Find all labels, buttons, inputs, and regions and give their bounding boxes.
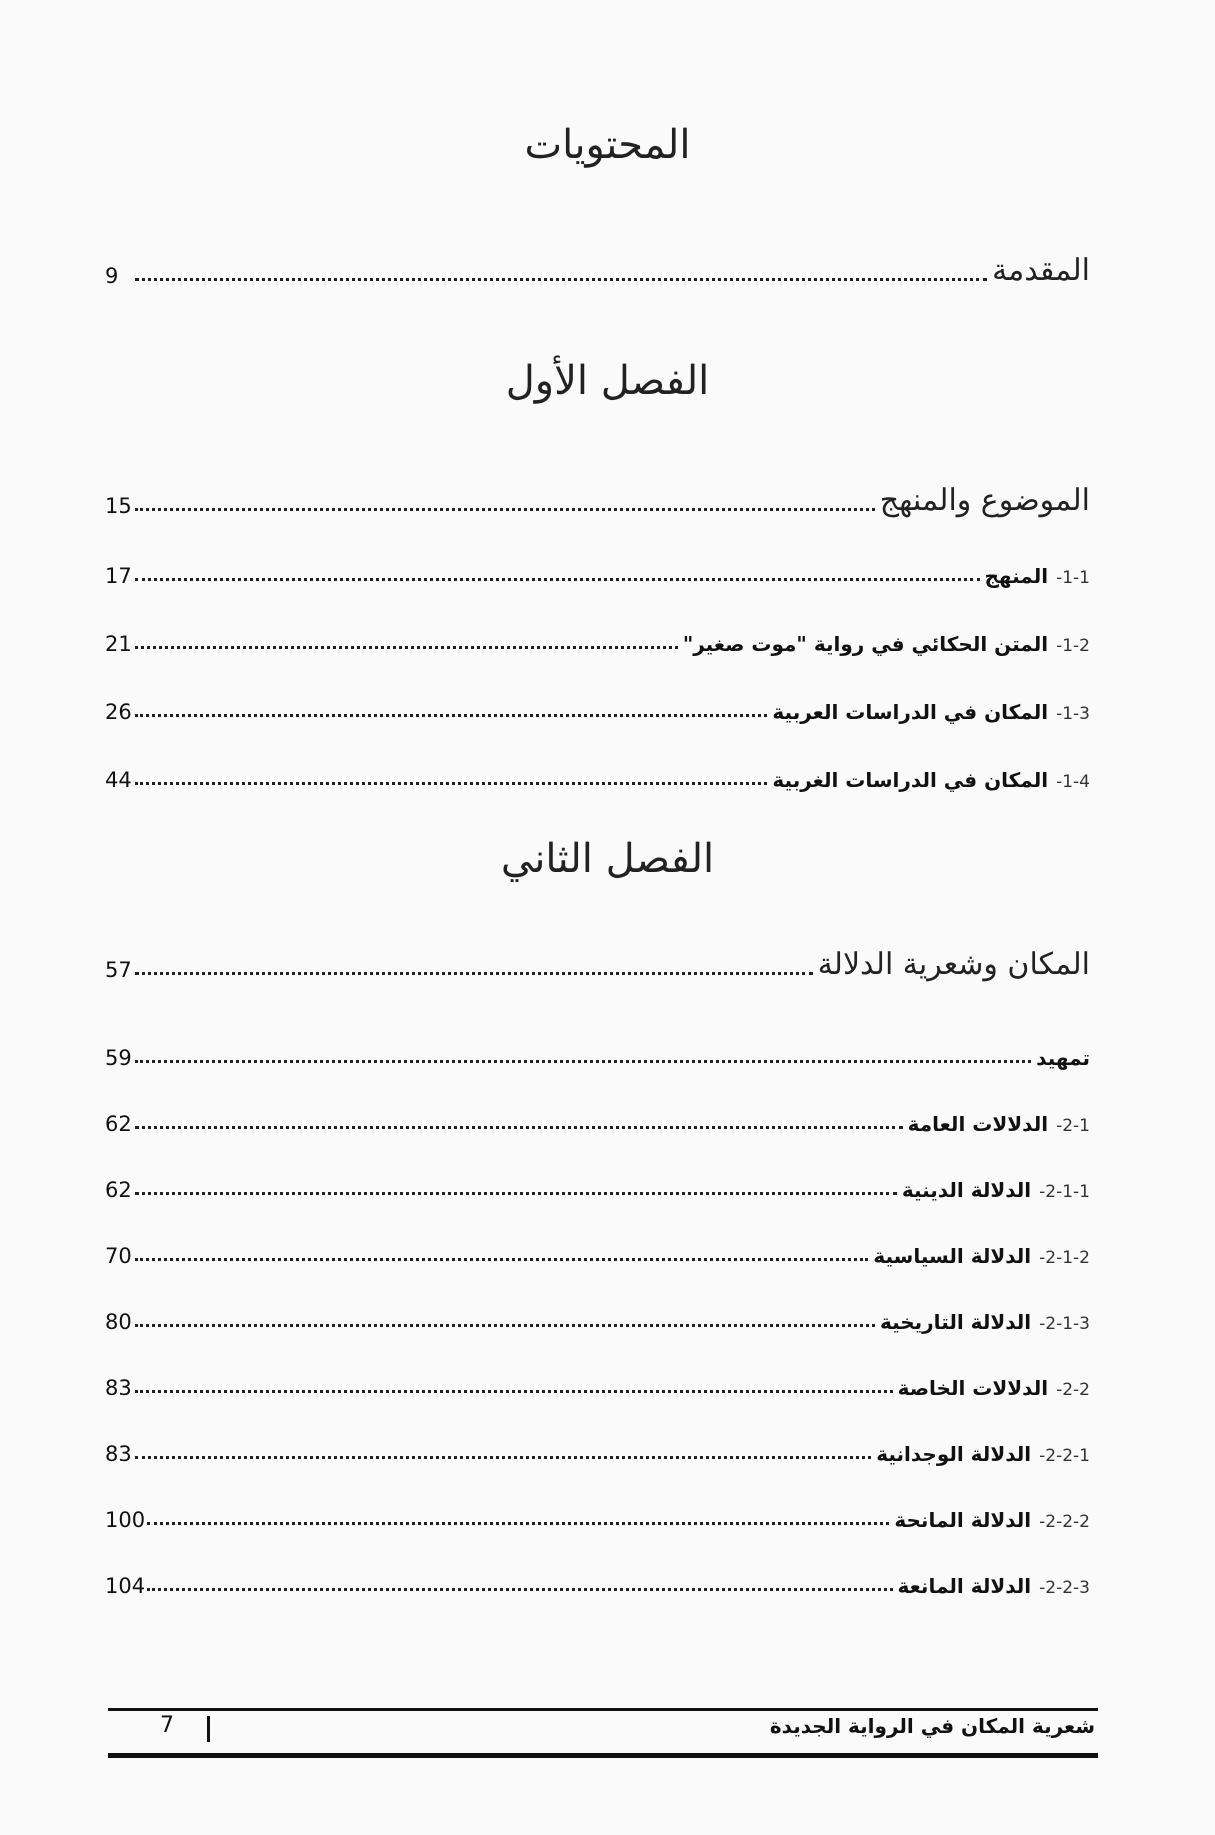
entry-title: 1-3-المكان في الدراسات العربية	[772, 700, 1090, 724]
toc-entry-chapter2[interactable]	[105, 942, 1090, 982]
dot-leader	[135, 278, 987, 281]
toc-entry[interactable]	[105, 1030, 1090, 1070]
entry-page: 83	[105, 1442, 132, 1466]
toc-entry[interactable]	[105, 1426, 1090, 1466]
dot-leader	[135, 1324, 875, 1327]
entry-page: 83	[105, 1376, 132, 1400]
entry-title: الموضوع والمنهج	[879, 483, 1090, 518]
entry-page: 62	[105, 1112, 132, 1136]
entry-title: 2-1-3-الدلالة التاريخية	[879, 1310, 1090, 1334]
entry-number: 1-3-	[1056, 704, 1090, 724]
entry-title: 2-1-الدلالات العامة	[907, 1112, 1090, 1136]
entry-page: 59	[105, 1046, 132, 1070]
dot-leader	[135, 782, 767, 785]
dot-leader	[147, 1522, 889, 1525]
dot-leader	[135, 714, 767, 717]
chapter-heading-1: الفصل الأول	[505, 358, 710, 404]
page-title: المحتويات	[524, 122, 691, 168]
dot-leader	[135, 1456, 871, 1459]
toc-entry[interactable]	[105, 548, 1090, 588]
entry-title: 1-4-المكان في الدراسات الغربية	[772, 768, 1090, 792]
entry-page: 100	[105, 1508, 146, 1532]
footer-separator	[207, 1716, 210, 1742]
entry-page: 80	[105, 1310, 132, 1334]
toc-entry[interactable]	[105, 752, 1090, 792]
dot-leader	[135, 1126, 903, 1129]
footer-page-number: 7	[160, 1713, 174, 1738]
toc-entry[interactable]	[105, 1558, 1090, 1598]
dot-leader	[135, 646, 678, 649]
entry-page: 104	[105, 1574, 146, 1598]
toc-entry[interactable]	[105, 1294, 1090, 1334]
entry-title: المقدمة	[992, 253, 1090, 288]
dot-leader	[135, 1192, 897, 1195]
dot-leader	[135, 1258, 868, 1261]
toc-entry-chapter1[interactable]	[105, 478, 1090, 518]
toc-entry[interactable]	[105, 1228, 1090, 1268]
chapter-heading-2: الفصل الثاني	[500, 836, 715, 882]
footer-rule-bottom	[108, 1753, 1098, 1758]
toc-entry[interactable]	[105, 1096, 1090, 1136]
entry-number: 1-4-	[1056, 772, 1090, 792]
entry-page: 70	[105, 1244, 132, 1268]
entry-title: المكان وشعرية الدلالة	[817, 947, 1090, 982]
toc-entry-introduction[interactable]	[105, 248, 1090, 288]
entry-number: 2-2-2-	[1039, 1512, 1090, 1532]
entry-title: 2-2-3-الدلالة المانعة	[897, 1574, 1090, 1598]
entry-title: 2-2-2-الدلالة المانحة	[894, 1508, 1090, 1532]
entry-page: 15	[105, 494, 132, 518]
entry-number: 2-1-	[1056, 1116, 1090, 1136]
footer-book-title: شعرية المكان في الرواية الجديدة	[769, 1714, 1095, 1738]
toc-entry[interactable]	[105, 1162, 1090, 1202]
entry-page: 21	[105, 632, 132, 656]
entry-number: 2-2-	[1056, 1380, 1090, 1400]
dot-leader	[147, 1588, 892, 1591]
entry-page: 57	[105, 958, 132, 982]
entry-page: 17	[105, 564, 132, 588]
toc-entry[interactable]	[105, 684, 1090, 724]
dot-leader	[135, 578, 980, 581]
toc-entry[interactable]	[105, 1492, 1090, 1532]
dot-leader	[135, 1390, 893, 1393]
entry-number: 2-2-3-	[1039, 1578, 1090, 1598]
entry-number: 2-2-1-	[1039, 1446, 1090, 1466]
entry-title: 1-1-المنهج	[984, 564, 1090, 588]
entry-number: 2-1-3-	[1039, 1314, 1090, 1334]
entry-title: 2-1-2-الدلالة السياسية	[873, 1244, 1090, 1268]
entry-page: 9	[105, 264, 119, 288]
entry-title: 2-2-الدلالات الخاصة	[897, 1376, 1090, 1400]
entry-title: تمهيد	[1036, 1046, 1090, 1070]
toc-entry[interactable]	[105, 1360, 1090, 1400]
entry-page: 44	[105, 768, 132, 792]
dot-leader	[135, 508, 875, 511]
footer-rule-top	[108, 1708, 1098, 1711]
entry-number: 2-1-1-	[1039, 1182, 1090, 1202]
entry-title: 2-1-1-الدلالة الدينية	[901, 1178, 1090, 1202]
dot-leader	[135, 972, 813, 975]
entry-page: 62	[105, 1178, 132, 1202]
entry-number: 2-1-2-	[1039, 1248, 1090, 1268]
entry-title: 1-2-المتن الحكائي في رواية "موت صغير"	[682, 632, 1090, 656]
entry-title: 2-2-1-الدلالة الوجدانية	[876, 1442, 1090, 1466]
entry-number: 1-2-	[1056, 636, 1090, 656]
dot-leader	[135, 1060, 1031, 1063]
entry-page: 26	[105, 700, 132, 724]
entry-number: 1-1-	[1056, 568, 1090, 588]
toc-entry[interactable]	[105, 616, 1090, 656]
